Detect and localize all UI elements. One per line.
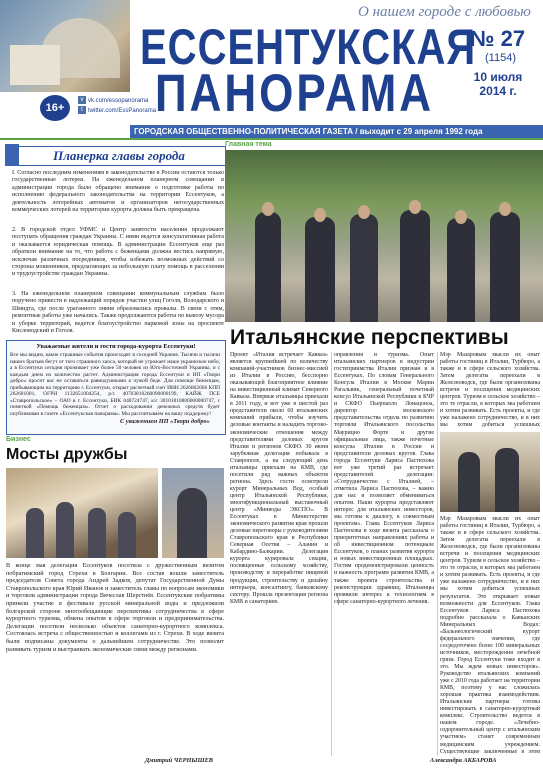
section-tag-business: Бизнес bbox=[6, 436, 31, 443]
article-photo-portrait bbox=[162, 468, 224, 558]
article-photo-group bbox=[6, 468, 158, 558]
main-article-inset-photo bbox=[440, 432, 540, 512]
column-paragraph-1: I. Согласно последним изменениям в законодательстве в России остаются только государственные лотереи. На еженедельном планерном совещании в администрации города было обращено внимание о подготовке работы по исполнению федерального законодательства на территории Ессентуков, а деятельность лотерейных автоматов и организаторов негосударственных коммерческих лотерей на территории курорта должна быть прекращена. bbox=[12, 170, 224, 214]
newspaper-title-line2: ПАНОРАМА bbox=[155, 64, 435, 123]
divider bbox=[0, 138, 543, 140]
social-twitter[interactable]: t twitter.com/EssPanorama bbox=[78, 106, 156, 116]
vk-icon: v bbox=[78, 96, 86, 104]
article-title-mosty: Мосты дружбы bbox=[6, 446, 128, 463]
issue-total: (1154) bbox=[485, 52, 516, 64]
column-divider bbox=[331, 352, 332, 756]
main-article-author: Александра АКБАРОВА bbox=[430, 757, 497, 764]
main-headline: Итальянские перспективы bbox=[230, 326, 509, 349]
article-author-mosty: Дмитрий ЧЕРНЫШЕВ bbox=[145, 757, 213, 764]
newspaper-title-line1: ЕССЕНТУКСКАЯ bbox=[140, 20, 477, 75]
column-paragraph-3: 3. На еженедельном планерном совещании коммунальным службам было поручено привести в надлежащий порядок участки улиц Гоголя, Володарского и Шмидта, где после ураганного ливня образовались провалы. В связи с этим, ремонтные работы уже начались. Также продолжаются работы по вывозу мусора и уборке территорий, ведется благоустройство парковой зоны на проспекте Кисловодский и Гоголя. bbox=[12, 291, 224, 335]
column-divider bbox=[437, 352, 438, 756]
flag-decoration bbox=[5, 144, 19, 166]
main-article-photo bbox=[225, 150, 543, 322]
main-article-column-1: Проект «Италия встречает Кавказ» является крупнейшей по количеству компаний-участников бизнес-миссией из Италии в Россию, бесспорно оказывающей благоприятное влияние на инвестиционный климат Северного Кавказа. Впервые итальянцы приехали в 2011 году, и вот уже в шестой раз представители около 60 итальянских компаний прибыли, чтобы изучить деловые контакты и наладить торгово-экономические отношения между представителями деловых кругов Италии и регионов СКФО. 30 июня зарубежная делегация побывала в Ставрополе, а на следующий день итальянцы приехали на КМВ, где посетили ряд важных объектов региона. Здесь гости осмотрели курорт Минеральных Вод, особый центр Итальянской Республики, многофункциональный выставочный центр «Минводы ЭКСПО». В Ессентуках в Министерстве экономического развития края прошли деловые переговоры с руководителями Ставропольского края и Республики Северная Осетия – Алания и Кабардино-Балкарии. Делегация курорта курировала секции, посвященные сельскому хозяйству, производству и переработке пищевой продукции, строительству и дизайну интерьера, консалтингу, банковскому сектору. Прошла презентация региона КМВ и санаториев. bbox=[230, 352, 328, 605]
slogan: О нашем городе с любовью bbox=[358, 4, 531, 20]
issue-date: 10 июля 2014 г. bbox=[473, 70, 523, 98]
social-links bbox=[78, 96, 156, 116]
age-rating-badge: 16+ bbox=[40, 95, 70, 121]
article-text-mosty: В конце мая делегация Ессентуков посетила с дружественным визитом побратимский город Стрехи в Болгарии. Все состав вошли заместитель председателя Совета города Андрей Задков, депутат Государственной Думы Ставропольского края Юрий Иванов и заместитель главы по вопросам экономики и торговли администрации города Вячеслав Шерстнёв. Ессентукские побратимы приняли участие в фестивале русской минеральной воды и предложили болгарской стороне многообещающие перспективы сотрудничества в сфере курортного туризма, обмена опытом в сфере торговли и предпринимательства. Делегации посетили несколько объектов санаторно-курортного комплекса. Состоялась встреча с общественностью и коллегами из г. Стрехи. В ходе визита были подписаны документы о дальнейшем сотрудничестве. Это позволит развивать туризм и выстраивать экономические связи между регионами. bbox=[6, 562, 224, 653]
issue-number: № 27 bbox=[470, 26, 526, 51]
main-article-column-3a: Мэр Мазаровым мысли их опыт работы гостиниц в Италии, Турбюро, а также и в сфере сельского хозяйства. Затем делегаты переехали в Железноводск, где были организованы встречи и посещения медицинских центров. Туризм в сельское хозяйство – это те отрасли, в которых мы работаем и хотим развивать. Есть проекты, и где уже налажено сотрудничество, и в них мы хотим добиться успешных bbox=[440, 352, 540, 429]
notice-signature: С уважением НП «Твори добро» bbox=[120, 418, 210, 425]
notice-text: Все мы видим, какие страшные события происходят в соседней Украине. Тысячи и тысячи наших братьев бегут от того страшного хаоса, который не угрожает наше украинское небо, а в Ессентуки сегодня проживает уже более 50 человек из Юго-Восточной Украины, и с каждым днем их количество растет. Администрация города Ессентуки и НП «Твори добро» просит вас не оставаться равнодушными к чужой беде. Для помощи беженцам, прибывающим на территорию г. Ессентуки, открыт расчетный счет ИНН 2626802666 КПП 262601001, ОГРН 1132651004254, р/с 40703810260090000199, КАЙЖ ПСЕ «Ставропольское» – ОАО в г. Ессентуки, БИК 040724747, к/с 30101810800000000747, с пометкой «Помощь беженцам». Отчет о расходовании денежных средств будет опубликован в газете «Ессентукская панорама». Мы рассчитываем на вашу поддержку! bbox=[10, 352, 220, 416]
twitter-icon: t bbox=[78, 106, 86, 114]
social-vk[interactable]: v vk.com/essopanorama bbox=[78, 96, 156, 106]
main-article-column-2: оправления и туризма. Опыт итальянских партнеров в индустрии гостеприимства Италии признан и в Ессентуках. По словам Генерального Консула Италии в Москве Марии Рагальвик, генеральный почетный консул Итальянской Республики в КЧР и СКФО Пьерпаоло Лоиацоноа, директор московского представительства отдела по развитию торговли Итальянского посольства Маурицио Форте и другие официальные лица, также почетные консулы Италии в России и представители деловых кругов. Глава города Ессентуки Лариса Пастюхова вот уже третий раз встречает представителей делегации: «Сотрудничество с Италией, – отметила Лариса Пастюхова, – важно для нас и позволяет обмениваться опытом. Наши курорты представляют интерес для итальянских инвесторов, мы готовы к диалогу, к совместным проектам». Глава Ессентуков Лариса Пастюхова в ходе визита рассказала о приоритетных направлениях работы и об инвестиционном потенциале Ессентуков, о планах развития курорта и новых инвестиционных площадках. Гостям продемонстрировали ценность и важность программ развития КМВ, а также проекта строительства и реконструкции здравниц. Итальянцы проявили интерес к технологиям в сфере санаторно-курортного лечения. bbox=[334, 352, 434, 605]
column-title: Планерка главы города bbox=[12, 146, 226, 166]
section-tag-main: Главная тема bbox=[225, 141, 272, 148]
column-paragraph-2: 2. В городской отдел УФМС и Центр занятости населения продолжают поступать обращения граждан Украины. С ними ведется консультативная работа и оказывается юридическая помощь. В администрации Ессентуков еще раз обратили внимание на то, что работа с беженцами должна вестись напрямую, исключая различных посредников, чтобы избежать возможных действий со стороны мошенников, предлагающих за небольшую плату помощь в расселении и трудоустройстве граждан Украины. bbox=[12, 227, 224, 278]
masthead-photo bbox=[0, 0, 130, 92]
main-article-column-3b: Мэр Мазаровым мысли их опыт работы гостиниц в Италии, Турбюро, а также и в сфере сельского хозяйства. Затем делегаты переехали в Железноводск, где были организованы встречи и посещения медицинских центров. Туризм в сельское хозяйство – это те отрасли, в которых мы работаем и хотим развивать. Есть проекты, и где уже налажено сотрудничество, и в них мы хотим добиться успешных результатов. Это открывает новые возможности для Ессентуков. Глава Ессентуков Лариса Пастюхова подробно рассказала о Кавказских Минеральных Водах: «Бальнеологический курорт федерального значения, где сосредоточено более 100 минеральных источников, месторождения лечебной грязи. Город Ессентуки тоже входит в это. Мы ждем новых инвесторов». Руководство итальянских компаний уже с 2010 года работает на территории КМВ, поэтому у нас сложилась хорошая практика взаимодействия. Итальянские партнеры готовы инвестировать в санаторно-курортный комплекс. Строительство ведется в нашем городе. «Лечебно-оздоровительный центр с итальянским участием» станет современным медицинским учреждением. Существующие заключенные в этом bbox=[440, 516, 540, 754]
tagline-bar: ГОРОДСКАЯ ОБЩЕСТВЕННО-ПОЛИТИЧЕСКАЯ ГАЗЕТА / выходит с 29 апреля 1992 года bbox=[130, 125, 543, 139]
notice-title: Уважаемые жители и гости города-курорта Ессентуки! bbox=[36, 343, 196, 350]
